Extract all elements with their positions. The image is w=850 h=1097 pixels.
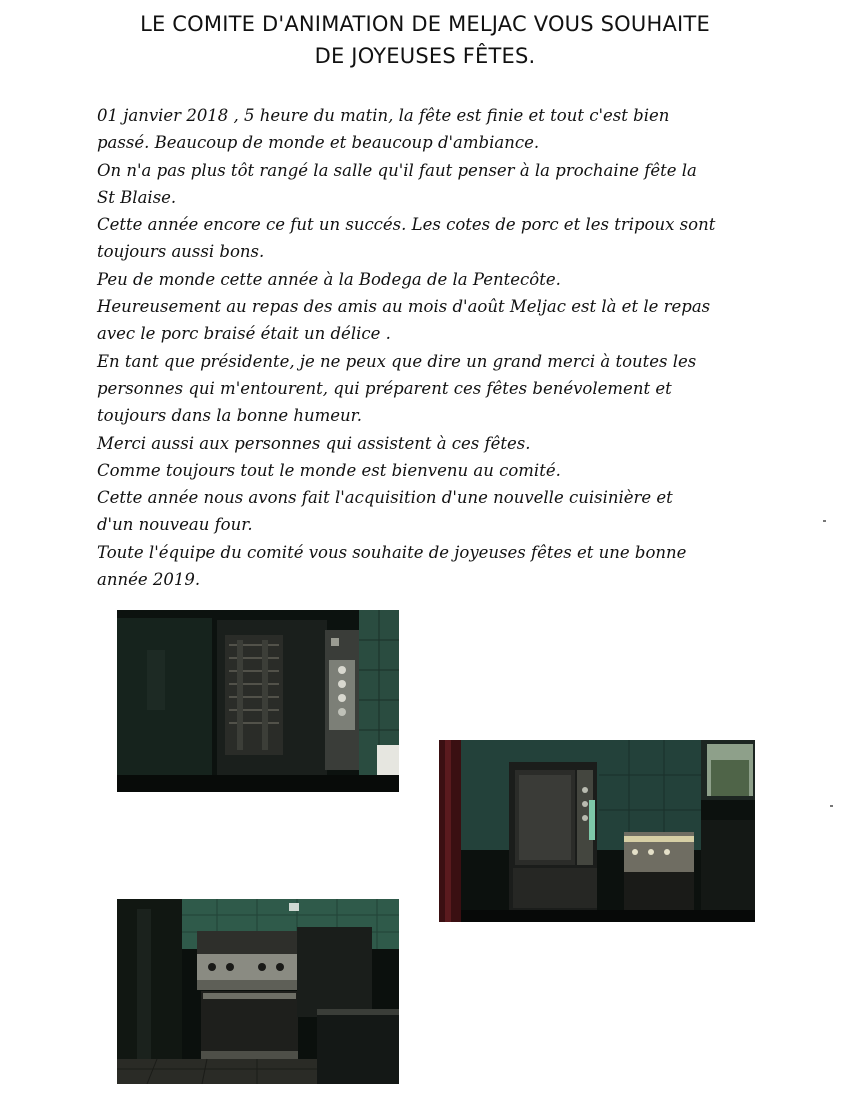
text-line: Comme toujours tout le monde est bienvenu au comité. (97, 460, 561, 480)
text-line: Toute l'équipe du comité vous souhaite de joyeuses fêtes et une bonne (97, 542, 687, 562)
text-line: Heureusement au repas des amis au mois d'août Meljac est là et le repas (97, 297, 711, 317)
text-line: Cette année nous avons fait l'acquisition d'une nouvelle cuisinière et (97, 488, 673, 508)
photo-new-stove (117, 899, 399, 1084)
text-line: passé. Beaucoup de monde et beaucoup d'ambiance. (97, 133, 540, 153)
text-line: toujours dans la bonne humeur. (97, 406, 362, 426)
letter-body (97, 102, 797, 593)
photo-oven-controls (117, 610, 399, 792)
text-line: personnes qui m'entourent, qui préparent ces fêtes benévolement et (97, 378, 672, 398)
text-line: toujours aussi bons. (97, 242, 265, 262)
scan-speck (830, 805, 833, 807)
text-line: avec le porc braisé était un délice . (97, 324, 391, 344)
text-line: On n'a pas plus tôt rangé la salle qu'il faut penser à la prochaine fête la (97, 160, 697, 180)
page-title (60, 8, 790, 72)
title-line-2: DE JOYEUSES FÊTES. (314, 44, 536, 68)
title-line-1: LE COMITE D'ANIMATION DE MELJAC VOUS SOUHAITE (140, 12, 710, 36)
text-line: St Blaise. (97, 187, 177, 207)
text-line: 01 janvier 2018 , 5 heure du matin, la fête est finie et tout c'est bien (97, 106, 670, 125)
text-line: Cette année encore ce fut un succés. Les cotes de porc et les tripoux sont (97, 215, 716, 235)
text-line: Merci aussi aux personnes qui assistent à ces fêtes. (97, 433, 531, 453)
scan-speck (823, 520, 826, 522)
text-line: En tant que présidente, je ne peux que dire un grand merci à toutes les (97, 351, 697, 371)
text-line: Peu de monde cette année à la Bodega de la Pentecôte. (97, 269, 561, 289)
text-line: année 2019. (97, 570, 201, 590)
text-line: d'un nouveau four. (97, 515, 253, 535)
photo-kitchen-oven-window (439, 740, 755, 922)
